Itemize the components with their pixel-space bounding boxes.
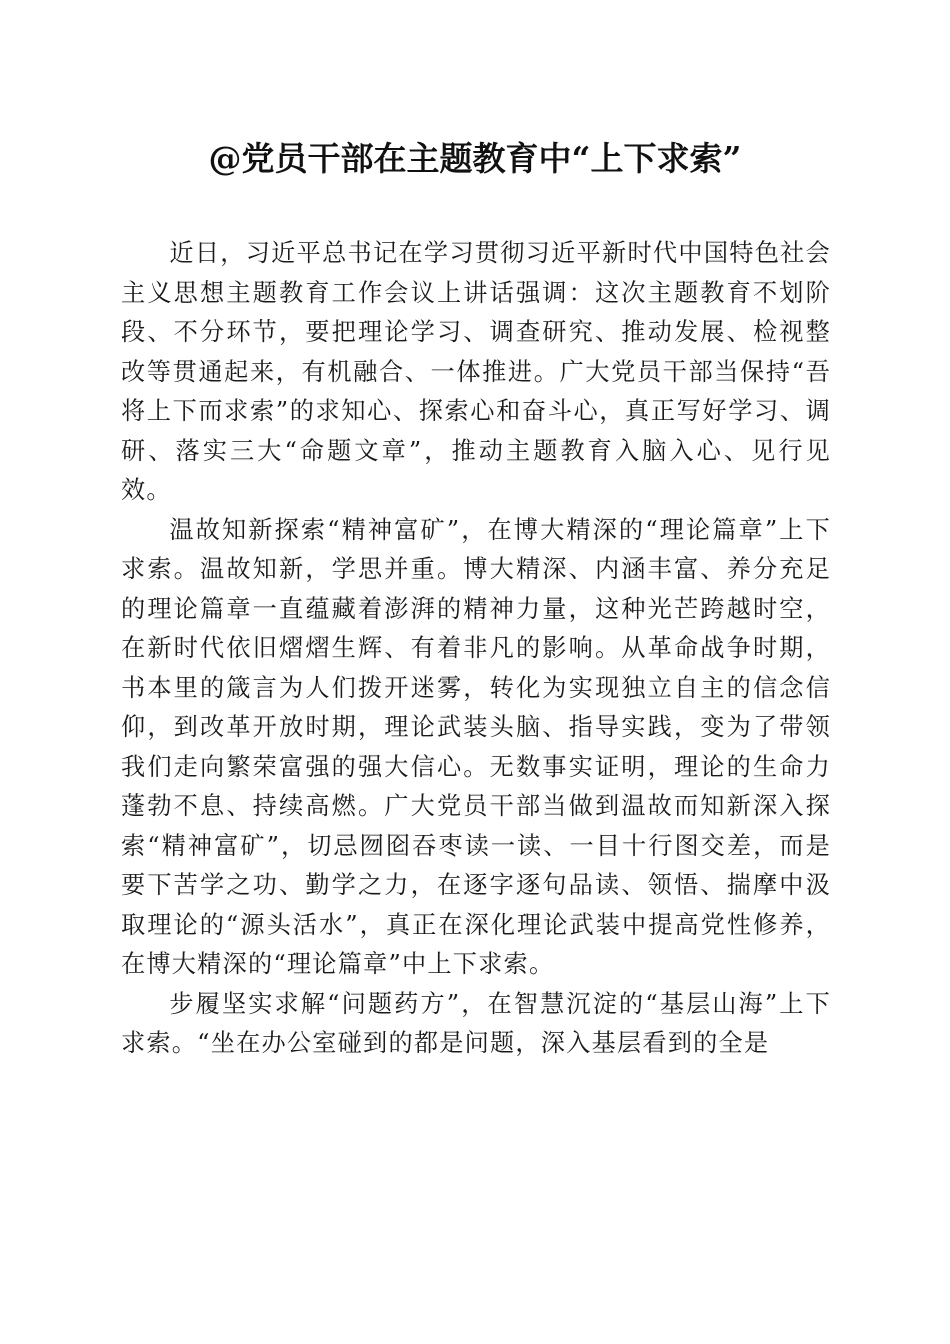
page-title: @党员干部在主题教育中“上下求索” (208, 139, 742, 178)
paragraph-intro: 近日，习近平总书记在学习贯彻习近平新时代中国特色社会主义思想主题教育工作会议上讲话强调：这次主题教育不划阶段、不分环节，要把理论学习、调查研究、推动发展、检视整改等贯通起来，有机融合、一体推进。广大党员干部当保持“吾将上下而求索”的求知心、探索心和奋斗心，真正写好学习、调研、落实三大“命题文章”，推动主题教育入脑入心、见行见效。 (121, 239, 831, 504)
paragraph-theory: 温故知新探索“精神富矿”，在博大精深的“理论篇章”上下求索。温故知新，学思并重。博大精深、内涵丰富、养分充足的理论篇章一直蕴藏着澎湃的精神力量，这种光芒跨越时空，在新时代依旧熠熠生辉、有着非凡的影响。从革命战争时期，书本里的箴言为人们拨开迷雾，转化为实现独立自主的信念信仰，到改革开放时期，理论武装头脑、指导实践，变为了带领我们走向繁荣富强的强大信心。无数事实证明，理论的生命力蓬勃不息、持续高燃。广大党员干部当做到温故而知新深入探索“精神富矿”，切忌囫囵吞枣读一读、一目十行图交差，而是要下苦学之功、勤学之力，在逐字逐句品读、领悟、揣摩中汲取理论的“源头活水”，真正在深化理论武装中提高党性修养，在博大精深的“理论篇章”中上下求索。 (121, 515, 831, 978)
paragraph-grassroots: 步履坚实求解“问题药方”，在智慧沉淀的“基层山海”上下求索。“坐在办公室碰到的都是问题，深入基层看到的全是 (121, 989, 831, 1057)
document-body (121, 234, 831, 1064)
